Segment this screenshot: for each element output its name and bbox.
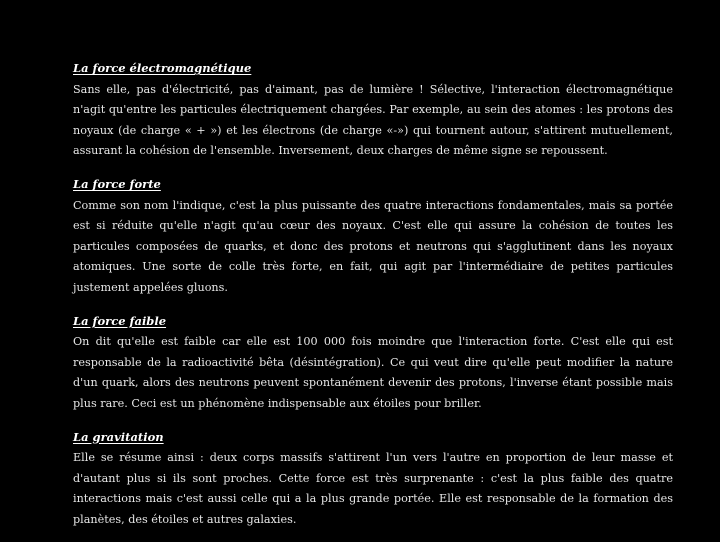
section-heading: La force électromagnétique [73,61,252,75]
section-weak-force [73,311,673,415]
section-gravitation [73,427,673,531]
section-text: Elle se résume ainsi : deux corps massifs s'attirent l'un vers l'autre en proportion de leur masse et d'autant plus si ils sont proches. Cette force est très surprenante : c'est la plus faible des quatre interactions mais c'est aussi celle qui a la plus grande portée. Elle est responsable de la formation des planètes, des étoiles et autres galaxies. [73,451,673,526]
section-text: Comme son nom l'indique, c'est la plus puissante des quatre interactions fondamentales, mais sa portée est si réduite qu'elle n'agit qu'au cœur des noyaux. C'est elle qui assure la cohésion de toutes les particules composées de quarks, et donc des protons et neutrons qui s'agglutinent dans les noyaux atomiques. Une sorte de colle très forte, en fait, qui agit par l'intermédiaire de petites particules justement appelées gluons. [73,198,673,294]
slide-content [73,58,673,542]
section-text: Sans elle, pas d'électricité, pas d'aimant, pas de lumière ! Sélective, l'interaction électromagnétique n'agit qu'entre les particules électriquement chargées. Par exemple, au sein des atomes : les protons des noyaux (de charge « + ») et les électrons (de charge «-») qui tournent autour, s'attirent mutuellement, assurant la cohésion de l'ensemble. Inversement, deux charges de même signe se repoussent. [73,82,673,158]
section-heading: La force forte [73,176,161,191]
section-heading: La gravitation [73,429,164,444]
section-strong-force [73,174,673,299]
section-text: On dit qu'elle est faible car elle est 100 000 fois moindre que l'interaction forte. C'est elle qui est responsable de la radioactivité bêta (désintégration). Ce qui veut dire qu'elle peut modifier la nature d'un quark, alors des neutrons peuvent spontanément devenir des protons, l'inverse étant possible mais plus rare. Ceci est un phénomène indispensable aux étoiles pour briller. [73,335,673,410]
section-heading: La force faible [73,313,167,328]
section-electromagnetic-force [73,58,673,162]
